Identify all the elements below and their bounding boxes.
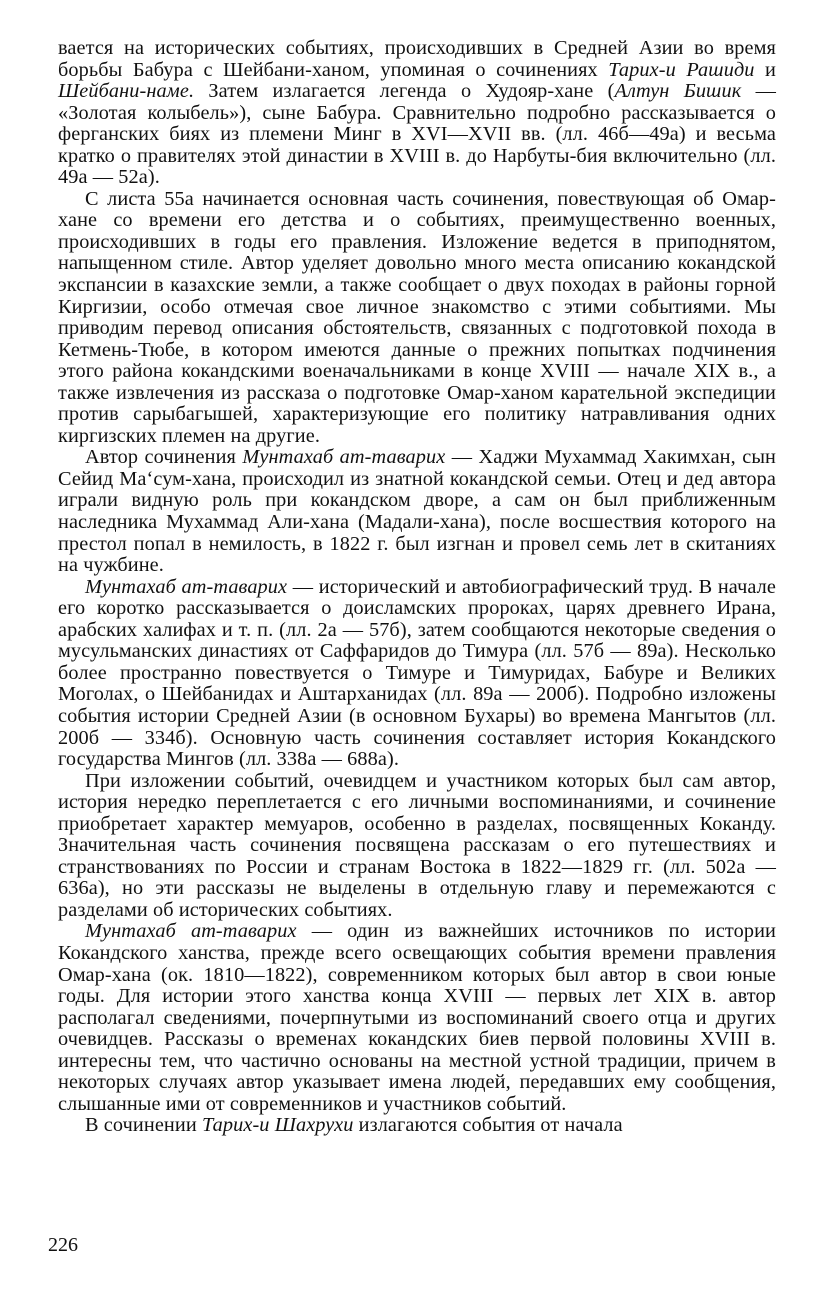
- italic-title: Тарих-и Рашиди: [608, 58, 755, 81]
- paragraph-shahrukhi: [58, 1115, 776, 1137]
- paragraph-memoirs: [58, 771, 776, 922]
- paragraph-continuation: [58, 38, 776, 189]
- text-run: — «Золотая колыбель»), сыне Бабура. Сравнительно подробно рассказывается о ферганских биях из племени Минг в XVI—XVII вв. (лл. 46б—49а) и весьма кратко о правителях этой династии в XVIII в. до Нарбуты-бия включительно (лл. 49а — 52а).: [58, 80, 776, 189]
- paragraph-main-part: [58, 189, 776, 448]
- text-run: — Хаджи Мухаммад Хакимхан, сын Сейид Ма‘сум-хана, происходил из знатной кокандской семьи. Отец и дед автора играли видную роль при кокандском дворе, а сам он был приближенным наследника Мухаммад Али-хана (Мадали-хана), после восшествия которого на престол попал в немилость, в 1822 г. был изгнан и провел семь лет в скитаниях на чужбине.: [58, 446, 776, 577]
- text-run: В сочинении: [85, 1114, 202, 1137]
- italic-title: Шейбани-наме.: [58, 80, 195, 103]
- italic-title: Тарих-и Шахрухи: [201, 1114, 354, 1137]
- italic-title: Мунтахаб ат-таварих: [85, 920, 297, 943]
- paragraph-work: [58, 577, 776, 771]
- page-body: [58, 38, 776, 1137]
- text-run: излагаются события от начала: [353, 1114, 623, 1137]
- text-run: Затем излагается легенда о Худояр-хане (: [194, 80, 615, 103]
- italic-title: Мунтахаб ат-таварих: [85, 575, 288, 598]
- italic-title: Алтун Бишик: [614, 80, 742, 103]
- text-run: вается на исторических событиях, происходивших в Средней Азии во время борьбы Бабура с Шейбани-ханом, упоминая о сочинениях: [58, 37, 776, 81]
- italic-title: Мунтахаб ат-таварих: [242, 446, 446, 469]
- text-run: С листа 55а начинается основная часть сочинения, повествующая об Омар-хане со времени его детства и о событиях, преимущественно военных, происходивших в годы его правления. Изложение ведется в приподнятом, напыщенном стиле. Автор уделяет довольно много места описанию кокандской экспансии в казахские земли, а также сообщает о двух походах в районы горной Киргизии, особо отмечая свое личное знакомство с этими событиями. Мы приводим перевод описания обстоятельств, связанных с подготовкой похода в Кетмень-Тюбе, в котором имеются данные о прежних попытках подчинения этого района кокандскими военачальниками в конце XVIII — начале XIX в., а также извлечения из рассказа о подготовке Омар-ханом карательной экспедиции против сарыбагышей, характеризующие его политику натравливания одних киргизских племен на другие.: [58, 187, 776, 447]
- text-run: При изложении событий, очевидцем и участником которых был сам автор, история нередко переплетается с его личными воспоминаниями, и сочинение приобретает характер мемуаров, особенно в разделах, посвященных Коканду. Значительная часть сочинения посвящена рассказам о его путешествиях и странствованиях по России и странам Востока в 1822—1829 гг. (лл. 502а — 636а), но эти рассказы не выделены в отдельную главу и перемежаются с разделами об исторических событиях.: [58, 769, 776, 921]
- text-run: Автор сочинения: [85, 446, 243, 469]
- page-number: 226: [48, 1234, 78, 1256]
- text-run: — исторический и автобиографический труд. В начале его коротко рассказывается о доисламских пророках, царях древнего Ирана, арабских халифах и т. п. (лл. 2а — 57б), затем сообщаются некоторые сведения о мусульманских династиях от Саффаридов до Тимура (лл. 57б — 89а). Несколько более пространно повествуется о Тимуре и Тимуридах, Бабуре и Великих Моголах, о Шейбанидах и Аштарханидах (лл. 89а — 200б). Подробно изложены события истории Средней Азии (в основном Бухары) во времена Мангытов (лл. 200б — 334б). Основную часть сочинения составляет история Кокандского государства Мингов (лл. 338а — 688а).: [58, 575, 776, 771]
- paragraph-importance: [58, 921, 776, 1115]
- text-run: — один из важнейших источников по истории Кокандского ханства, прежде всего освещающих события времени правления Омар-хана (ок. 1810—1822), современником которых был автор в свои юные годы. Для истории этого ханства конца XVIII — первых лет XIX в. автор располагал сведениями, почерпнутыми из воспоминаний своего отца и других очевидцев. Рассказы о временах кокандских биев первой половины XVIII в. интересны тем, что частично основаны на местной устной традиции, причем в некоторых случаях автор указывает имена людей, передавших ему сообщения, слышанные ими от современников и участников событий.: [58, 920, 777, 1115]
- paragraph-author: [58, 447, 776, 576]
- text-run: и: [754, 58, 776, 81]
